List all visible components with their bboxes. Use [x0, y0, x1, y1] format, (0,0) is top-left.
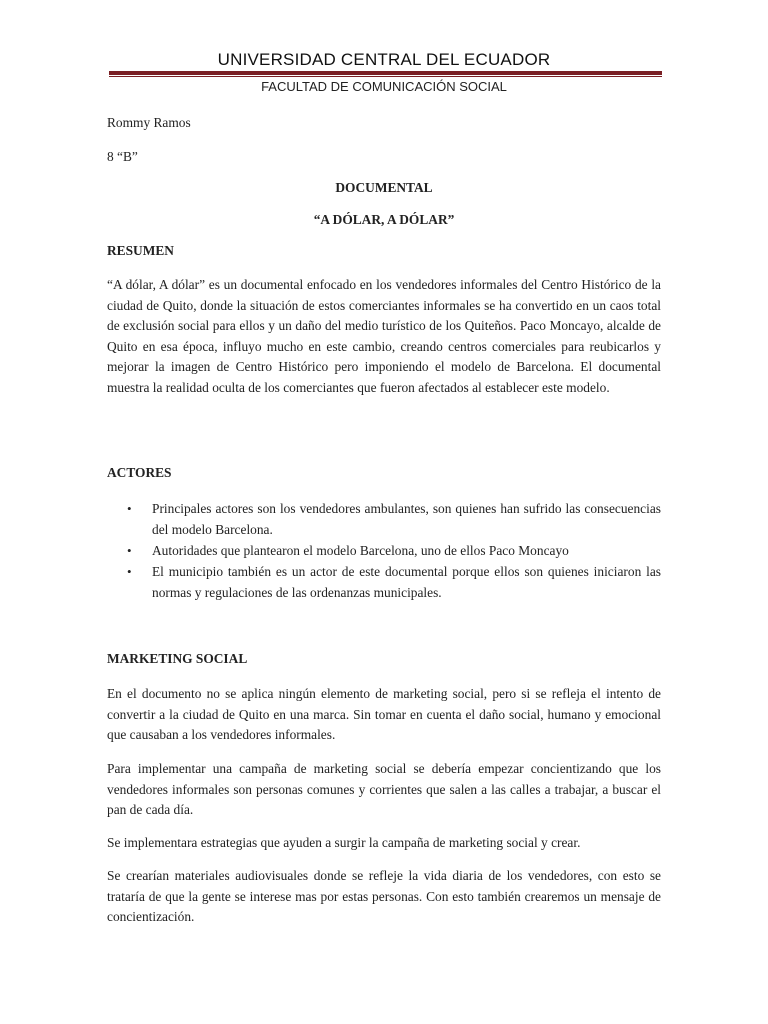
list-item — [107, 540, 661, 561]
list-item — [107, 561, 661, 603]
list-item-text: Autoridades que plantearon el modelo Barcelona, uno de ellos Paco Moncayo — [152, 543, 569, 558]
bullet-icon: • — [127, 564, 132, 579]
resumen-heading: RESUMEN — [107, 243, 174, 258]
author-grade: 8 “B” — [107, 149, 138, 164]
university-title: UNIVERSIDAD CENTRAL DEL ECUADOR — [217, 50, 551, 69]
list-item-text: El municipio también es un actor de este documental porque ellos son quienes iniciaron las normas y regulaciones de las ordenanzas municipales. — [152, 564, 661, 600]
header-rule-thick — [109, 71, 662, 75]
resumen-paragraph: “A dólar, A dólar” es un documental enfocado en los vendedores informales del Centro Histórico de la ciudad de Quito, donde la situación de estos comerciantes informales se ha convertido en un caos total de exclusión social para ellos y un daño del medio turístico de los Quiteños. Paco Moncayo, alcalde de Quito en esa época, influyo mucho en este cambio, creando centros comerciales para reubicarlos y mejorar la imagen de Centro Histórico pero imponiendo el modelo de Barcelona. El documental muestra la realidad oculta de los comerciantes que fueron afectados al establecer este modelo. — [107, 277, 661, 395]
marketing-paragraph-1: En el documento no se aplica ningún elemento de marketing social, pero si se refleja el intento de convertir a la ciudad de Quito en una marca. Sin tomar en cuenta el daño social, humano y emocional que causaban a los vendedores informales. — [107, 686, 661, 743]
doc-type-heading: DOCUMENTAL — [335, 180, 433, 195]
actores-heading: ACTORES — [107, 465, 172, 480]
marketing-paragraph-2: Para implementar una campaña de marketing social se debería empezar concientizando que los vendedores informales son personas comunes y corrientes que salen a las calles a trabajar, a buscar el pan de cada día. — [107, 761, 661, 818]
bullet-icon: • — [127, 501, 132, 516]
doc-title: “A DÓLAR, A DÓLAR” — [313, 212, 455, 227]
marketing-heading: MARKETING SOCIAL — [107, 651, 248, 666]
bullet-icon: • — [127, 543, 132, 558]
header-rule-thin — [109, 76, 662, 77]
actores-list — [107, 498, 661, 603]
list-item — [107, 498, 661, 540]
list-item-text: Principales actores son los vendedores ambulantes, son quienes han sufrido las consecuencias del modelo Barcelona. — [152, 501, 661, 537]
marketing-paragraph-3: Se implementara estrategias que ayuden a surgir la campaña de marketing social y crear. — [107, 835, 581, 850]
faculty-subtitle: FACULTAD DE COMUNICACIÓN SOCIAL — [261, 79, 507, 94]
author-name: Rommy Ramos — [107, 115, 191, 130]
marketing-paragraph-4: Se crearían materiales audiovisuales donde se refleje la vida diaria de los vendedores, con esto se trataría de que la gente se interese mas por estas personas. Con esto también crearemos un mensaje de concientización. — [107, 868, 661, 925]
